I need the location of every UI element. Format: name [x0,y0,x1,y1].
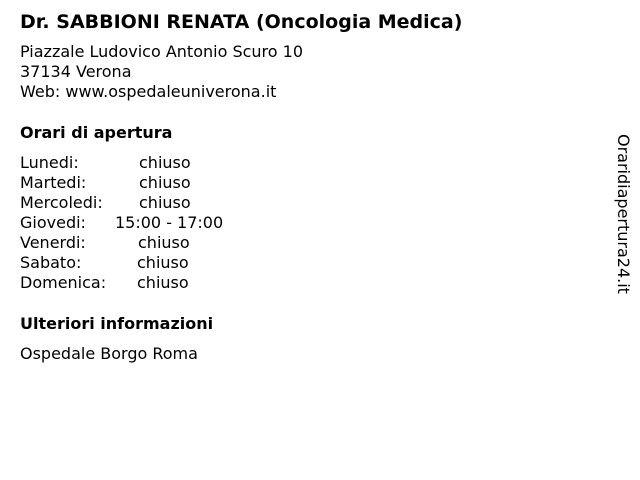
address-street: Piazzale Ludovico Antonio Scuro 10 [20,42,303,61]
hours-row-tuesday [20,173,223,193]
day-hours: chiuso [139,173,191,192]
address-block [20,42,600,102]
address-city: 37134 Verona [20,62,132,81]
day-label: Domenica: [20,273,107,292]
day-label: Venerdi: [20,233,86,252]
day-hours: chiuso [137,273,189,292]
site-watermark [613,134,633,310]
day-label: Giovedi: [20,213,86,232]
opening-hours-table [20,153,223,293]
day-hours: chiuso [139,193,191,212]
day-label: Lunedi: [20,153,79,172]
day-label: Mercoledi: [20,193,103,212]
day-hours: chiuso [137,253,189,272]
watermark-text: Oraridiapertura24.it [614,134,633,294]
hours-row-saturday [20,253,223,273]
hours-row-sunday [20,273,223,293]
doctor-name: Dr. SABBIONI RENATA (Oncologia Medica) [20,11,463,33]
website-link[interactable]: Web: www.ospedaleuniverona.it [20,82,277,101]
day-hours: chiuso [139,153,191,172]
more-info-heading: Ulteriori informazioni [20,314,214,333]
hours-row-wednesday [20,193,223,213]
day-label: Martedi: [20,173,87,192]
hours-row-friday [20,233,223,253]
doctor-card [20,8,600,102]
hours-row-monday [20,153,223,173]
day-hours: chiuso [138,233,190,252]
more-info-text: Ospedale Borgo Roma [20,344,198,363]
day-hours: 15:00 - 17:00 [115,213,224,232]
hours-row-thursday [20,213,223,233]
opening-hours-heading: Orari di apertura [20,123,173,142]
day-label: Sabato: [20,253,82,272]
